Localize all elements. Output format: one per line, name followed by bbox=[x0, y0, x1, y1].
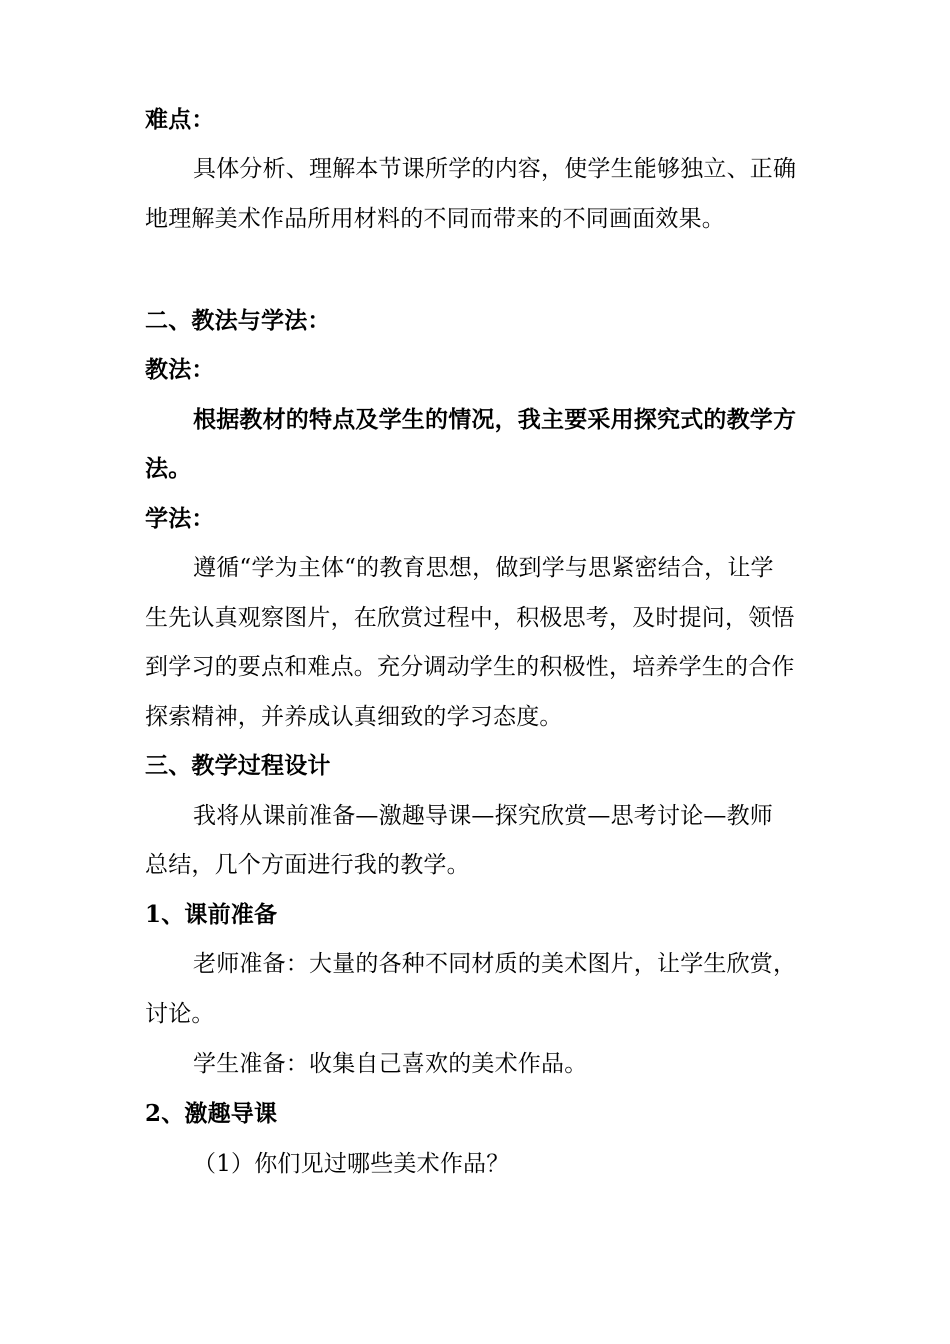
xuefa-text-line-4: 探索精神，并养成认真细致的学习态度。 bbox=[145, 704, 563, 730]
xuefa-heading: 学法： bbox=[145, 505, 215, 532]
jiaofa-heading: 教法： bbox=[145, 356, 215, 383]
section-3-text-line-1: 我将从课前准备—激趣导课—探究欣赏—思考讨论—教师 bbox=[193, 803, 773, 829]
jiaofa-text-line-2: 法。 bbox=[145, 455, 192, 482]
step-2-heading: 2、激趣导课 bbox=[145, 1100, 278, 1127]
section-3-heading: 三、教学过程设计 bbox=[145, 752, 331, 779]
question-1-line: （1）你们见过哪些美术作品？ bbox=[193, 1151, 510, 1177]
xuefa-text-line-1: 遵循“学为主体“的教育思想，做到学与思紧密结合，让学 bbox=[193, 555, 774, 581]
xuefa-text-line-3: 到学习的要点和难点。充分调动学生的积极性，培养学生的合作 bbox=[145, 654, 795, 680]
step-1-heading: 1、课前准备 bbox=[145, 901, 278, 928]
jiaofa-text-line-1: 根据教材的特点及学生的情况，我主要采用探究式的教学方 bbox=[193, 406, 797, 433]
nandian-heading: 难点： bbox=[145, 106, 215, 133]
section-2-heading: 二、教法与学法： bbox=[145, 307, 331, 334]
teacher-prep-line-2: 讨论。 bbox=[145, 1001, 215, 1027]
nandian-text-line-1: 具体分析、理解本节课所学的内容，使学生能够独立、正确 bbox=[193, 156, 797, 182]
xuefa-text-line-2: 生先认真观察图片，在欣赏过程中，积极思考，及时提问，领悟 bbox=[145, 605, 795, 631]
teacher-prep-line-1: 老师准备：大量的各种不同材质的美术图片，让学生欣赏， bbox=[193, 951, 797, 977]
nandian-text-line-2: 地理解美术作品所用材料的不同而带来的不同画面效果。 bbox=[145, 206, 725, 232]
section-3-text-line-2: 总结，几个方面进行我的教学。 bbox=[145, 852, 470, 878]
student-prep-line: 学生准备：收集自己喜欢的美术作品。 bbox=[193, 1051, 588, 1077]
